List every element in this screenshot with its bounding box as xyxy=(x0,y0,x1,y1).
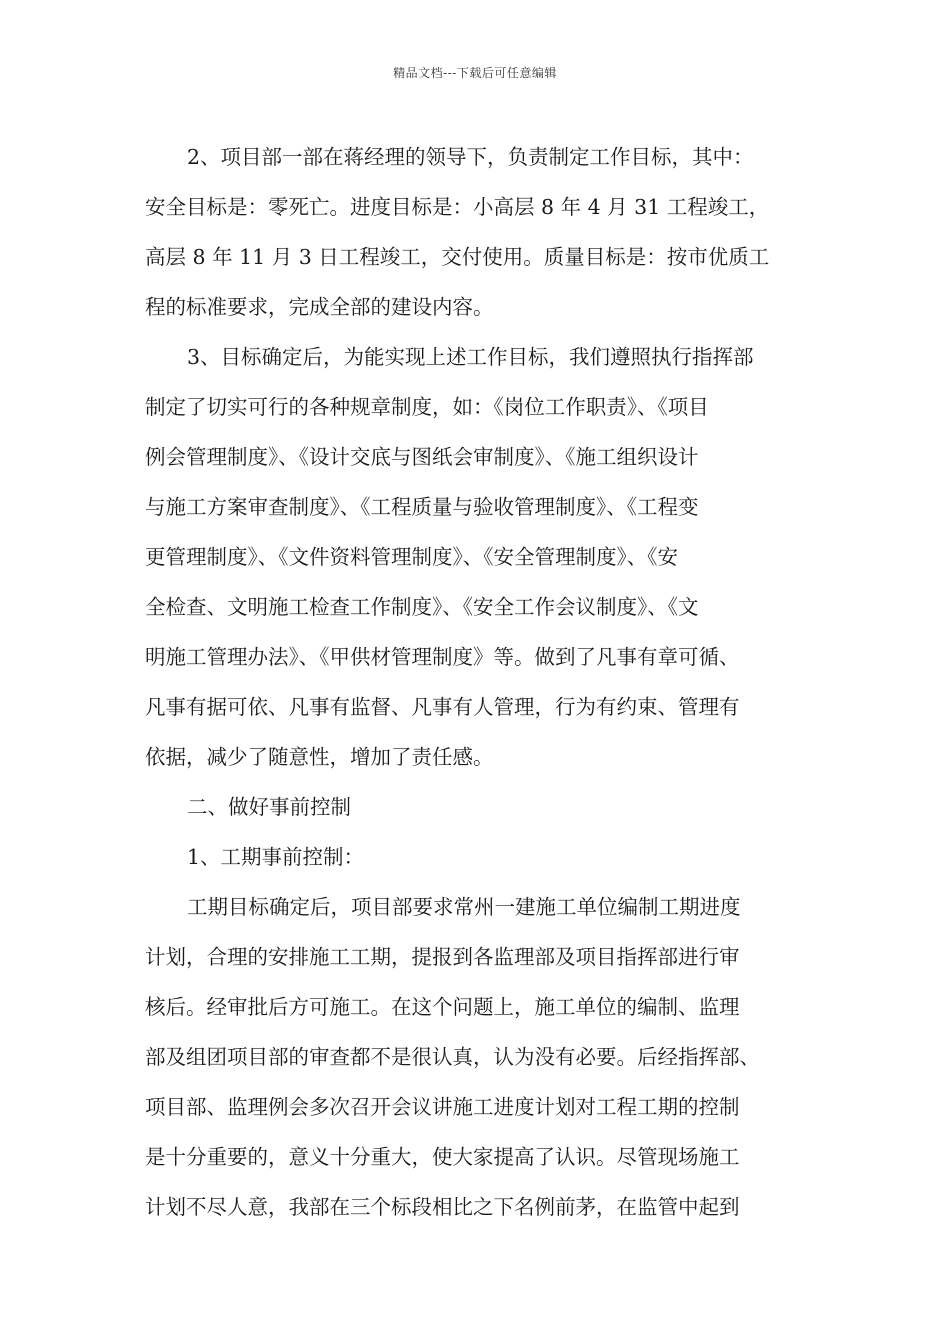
paragraph-line: 依据，减少了随意性，增加了责任感。 xyxy=(145,745,494,769)
paragraph-line: 计划不尽人意，我部在三个标段相比之下名例前茅，在监管中起到 xyxy=(145,1195,740,1219)
paragraph-line: 例会管理制度》、《设计交底与图纸会审制度》、《施工组织设计 xyxy=(145,445,699,469)
paragraph-line: 核后。经审批后方可施工。在这个问题上，施工单位的编制、监理 xyxy=(145,995,740,1019)
paragraph-line: 3、目标确定后，为能实现上述工作目标，我们遵照执行指挥部 xyxy=(187,345,754,369)
paragraph-line: 制定了切实可行的各种规章制度，如：《岗位工作职责》、《项目 xyxy=(145,395,709,419)
page-header: 精品文档---下载后可任意编辑 xyxy=(393,66,557,80)
paragraph-line: 是十分重要的，意义十分重大，使大家提高了认识。尽管现场施工 xyxy=(145,1145,740,1169)
paragraph-line: 明施工管理办法》、《甲供材管理制度》等。做到了凡事有章可循、 xyxy=(145,645,740,669)
paragraph-line: 计划，合理的安排施工工期，提报到各监理部及项目指挥部进行审 xyxy=(145,945,740,969)
paragraph-line: 更管理制度》、《文件资料管理制度》、《安全管理制度》、《安 xyxy=(145,545,678,569)
paragraph-line: 2、项目部一部在蒋经理的领导下，负责制定工作目标，其中： xyxy=(187,145,754,169)
section-heading: 二、做好事前控制 xyxy=(187,795,351,819)
document-body xyxy=(145,132,810,1232)
paragraph-line: 高层 8 年 11 月 3 日工程竣工，交付使用。质量目标是：按市优质工 xyxy=(145,245,770,269)
paragraph-line: 工期目标确定后，项目部要求常州一建施工单位编制工期进度 xyxy=(187,895,741,919)
paragraph-line: 项目部、监理例会多次召开会议讲施工进度计划对工程工期的控制 xyxy=(145,1095,740,1119)
paragraph-line: 凡事有据可依、凡事有监督、凡事有人管理，行为有约束、管理有 xyxy=(145,695,740,719)
paragraph-line: 全检查、文明施工检查工作制度》、《安全工作会议制度》、《文 xyxy=(145,595,699,619)
paragraph-line: 程的标准要求，完成全部的建设内容。 xyxy=(145,295,494,319)
subsection-heading: 1、工期事前控制： xyxy=(187,845,365,869)
paragraph-line: 与施工方案审查制度》、《工程质量与验收管理制度》、《工程变 xyxy=(145,495,699,519)
paragraph-line: 部及组团项目部的审查都不是很认真，认为没有必要。后经指挥部、 xyxy=(145,1045,760,1069)
paragraph-line: 安全目标是：零死亡。进度目标是：小高层 8 年 4 月 31 工程竣工， xyxy=(145,195,770,219)
